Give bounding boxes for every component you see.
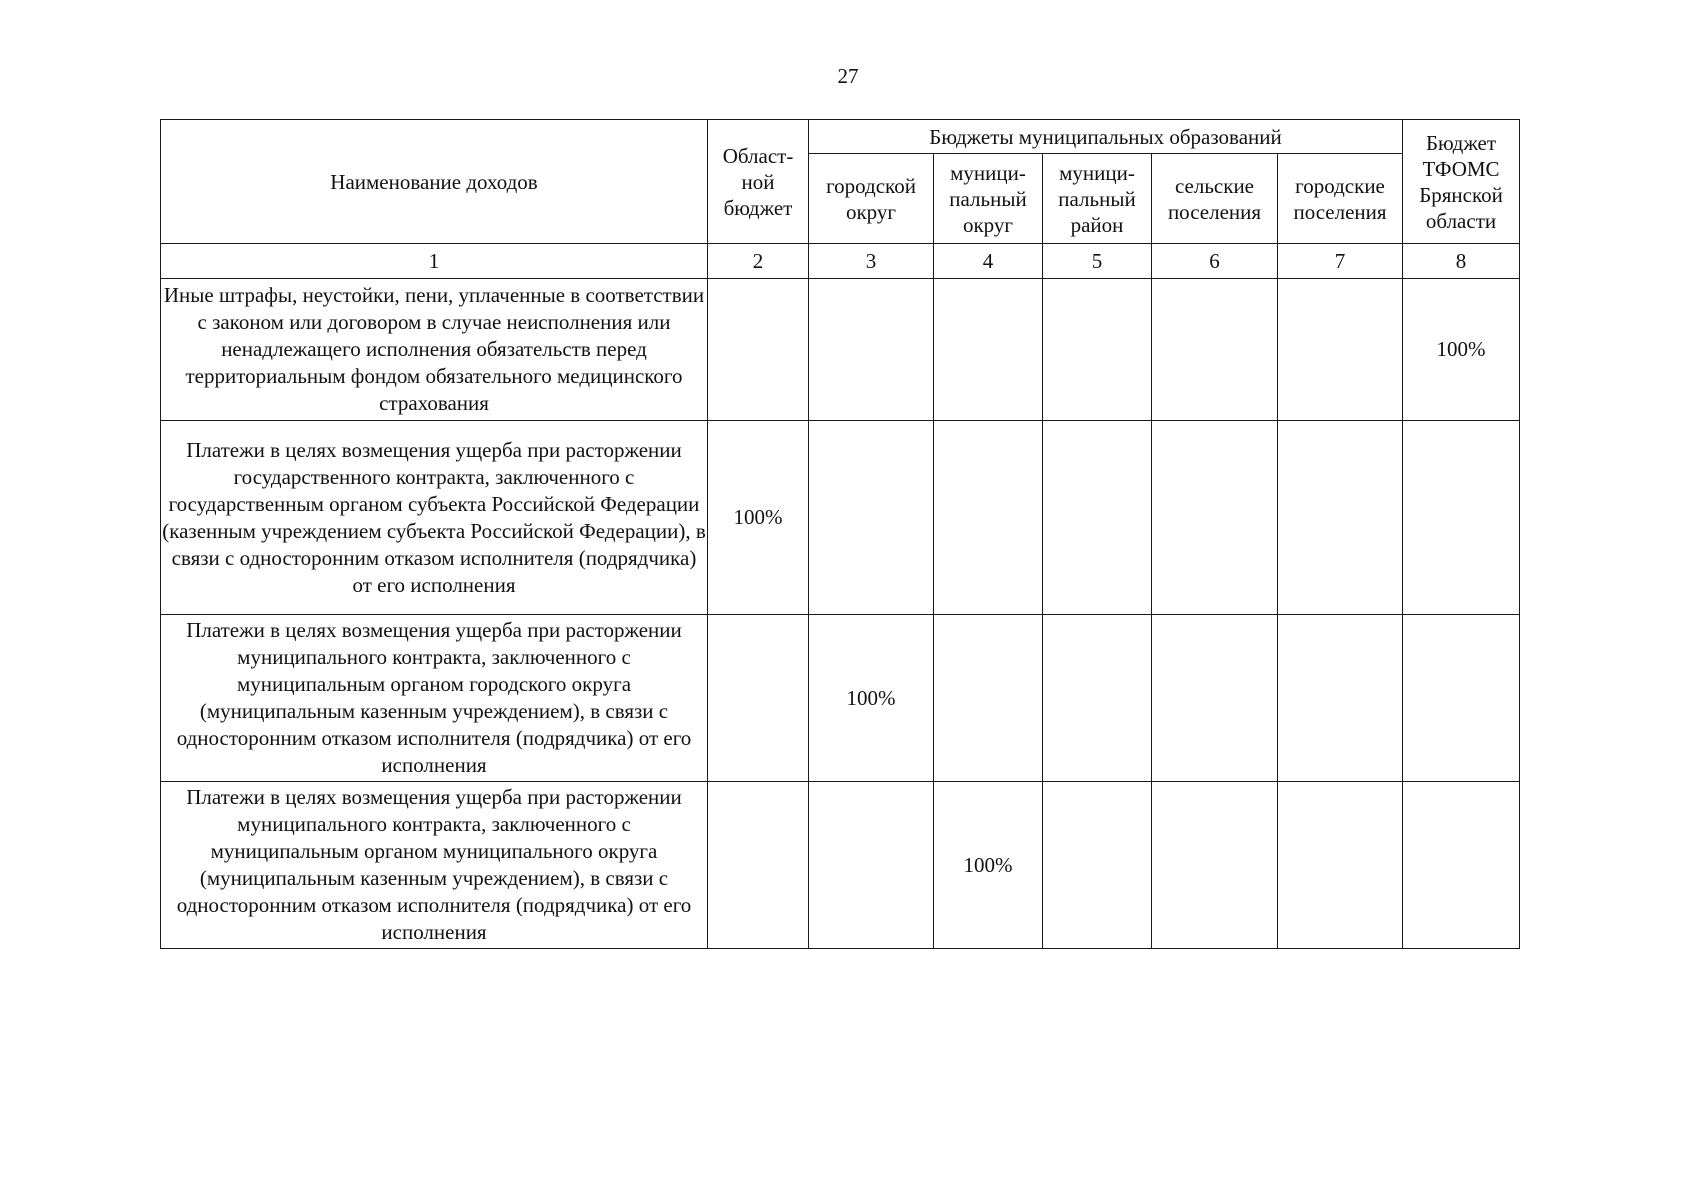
header-urban-settlements: городские поселения — [1278, 154, 1403, 244]
header-rural-settlements: сельские поселения — [1152, 154, 1278, 244]
column-number: 4 — [934, 244, 1043, 279]
urban-settlements-share-cell — [1278, 615, 1403, 782]
column-number: 2 — [708, 244, 809, 279]
municipal-okrug-share-cell — [934, 279, 1043, 421]
table-row — [161, 279, 1520, 421]
regional-share-cell — [708, 615, 809, 782]
regional-share-cell — [708, 279, 809, 421]
column-number: 3 — [809, 244, 934, 279]
municipal-rayon-share-cell — [1043, 421, 1152, 615]
city-district-share-cell — [809, 421, 934, 615]
revenue-name-cell: Платежи в целях возмещения ущерба при расторжении государственного контракта, заключенного с государственным органом субъекта Российской Федерации (казенным учреждением субъекта Российской Федерации), в связи с односторонним отказом исполнителя (подрядчика) от его исполнения — [161, 421, 708, 615]
column-number: 6 — [1152, 244, 1278, 279]
urban-settlements-share-cell — [1278, 421, 1403, 615]
municipal-okrug-share-cell — [934, 421, 1043, 615]
header-regional-budget: Област-ной бюджет — [708, 120, 809, 244]
column-number: 1 — [161, 244, 708, 279]
rural-settlements-share-cell — [1152, 279, 1278, 421]
rural-settlements-share-cell — [1152, 421, 1278, 615]
column-number: 5 — [1043, 244, 1152, 279]
tfoms-share-cell — [1403, 615, 1520, 782]
city-district-share-cell: 100% — [809, 615, 934, 782]
tfoms-share-cell: 100% — [1403, 279, 1520, 421]
revenue-name-cell: Платежи в целях возмещения ущерба при расторжении муниципального контракта, заключенного с муниципальным органом муниципального округа (муниципальным казенным учреждением), в связи с односторонним отказом исполнителя (подрядчика) от его исполнения — [161, 782, 708, 949]
header-revenue-name: Наименование доходов — [161, 120, 708, 244]
header-city-district: городской округ — [809, 154, 934, 244]
header-municipal-rayon: муници-пальный район — [1043, 154, 1152, 244]
city-district-share-cell — [809, 782, 934, 949]
header-municipal-budgets: Бюджеты муниципальных образований — [809, 120, 1403, 154]
city-district-share-cell — [809, 279, 934, 421]
tfoms-share-cell — [1403, 421, 1520, 615]
header-tfoms-budget: Бюджет ТФОМС Брянской области — [1403, 120, 1520, 244]
revenue-name-cell: Платежи в целях возмещения ущерба при расторжении муниципального контракта, заключенного с муниципальным органом городского округа (муниципальным казенным учреждением), в связи с односторонним отказом исполнителя (подрядчика) от его исполнения — [161, 615, 708, 782]
regional-share-cell — [708, 782, 809, 949]
municipal-okrug-share-cell — [934, 615, 1043, 782]
tfoms-share-cell — [1403, 782, 1520, 949]
revenue-name-cell: Иные штрафы, неустойки, пени, уплаченные в соответствии с законом или договором в случае неисполнения или ненадлежащего исполнения обязательств перед территориальным фондом обязательного медицинского страхования — [161, 279, 708, 421]
header-municipal-okrug: муници-пальный округ — [934, 154, 1043, 244]
table-row — [161, 782, 1520, 949]
municipal-rayon-share-cell — [1043, 615, 1152, 782]
municipal-rayon-share-cell — [1043, 279, 1152, 421]
rural-settlements-share-cell — [1152, 782, 1278, 949]
urban-settlements-share-cell — [1278, 782, 1403, 949]
urban-settlements-share-cell — [1278, 279, 1403, 421]
table-row — [161, 421, 1520, 615]
municipal-okrug-share-cell: 100% — [934, 782, 1043, 949]
column-number: 7 — [1278, 244, 1403, 279]
table-row — [161, 615, 1520, 782]
revenue-distribution-table — [160, 119, 1520, 949]
regional-share-cell: 100% — [708, 421, 809, 615]
column-number: 8 — [1403, 244, 1520, 279]
column-number-row — [161, 244, 1520, 279]
municipal-rayon-share-cell — [1043, 782, 1152, 949]
rural-settlements-share-cell — [1152, 615, 1278, 782]
page-number: 27 — [837, 64, 859, 88]
